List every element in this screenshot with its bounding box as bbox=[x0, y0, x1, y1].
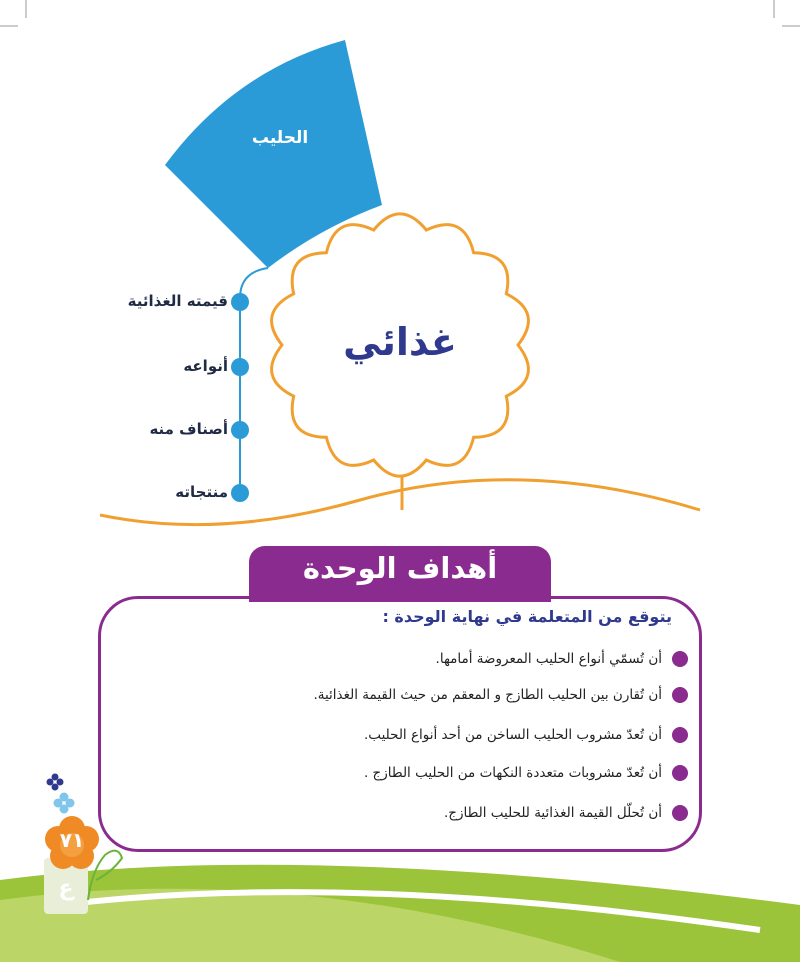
goal-text: أن تُقارن بين الحليب الطازج و المعقم من حيث القيمة الغذائية. bbox=[313, 687, 662, 703]
branch-label: أنواعه bbox=[183, 357, 228, 375]
page-number: ٧١ bbox=[59, 828, 85, 852]
branch-dot bbox=[231, 293, 249, 311]
goal-item bbox=[364, 727, 688, 743]
branch-dot bbox=[231, 358, 249, 376]
small-flower-icon bbox=[54, 793, 75, 814]
center-title: غذائي bbox=[343, 320, 457, 364]
small-flower-icon bbox=[47, 774, 64, 791]
branch-dot bbox=[231, 421, 249, 439]
goals-intro: يتوقع من المتعلمة في نهاية الوحدة : bbox=[382, 607, 672, 626]
goals-title: أهداف الوحدة bbox=[302, 551, 498, 585]
goal-text: أن تُسمّي أنواع الحليب المعروضة أمامها. bbox=[435, 651, 662, 667]
branch-label: أصناف منه bbox=[149, 420, 228, 438]
topic-label: الحليب bbox=[251, 128, 309, 148]
bullet-icon bbox=[672, 805, 688, 821]
branch-label: منتجاته bbox=[175, 483, 228, 501]
goal-item bbox=[444, 805, 688, 821]
branch-label: قيمته الغذائية bbox=[127, 292, 228, 310]
goal-item bbox=[364, 765, 688, 781]
goal-text: أن تُعدّ مشروب الحليب الساخن من أحد أنواع الحليب. bbox=[364, 727, 662, 743]
branch-dot bbox=[231, 484, 249, 502]
bullet-icon bbox=[672, 727, 688, 743]
emblem-mark: ع bbox=[58, 876, 74, 901]
bullet-icon bbox=[672, 687, 688, 703]
goal-item bbox=[313, 687, 688, 703]
goal-text: أن تُحلّل القيمة الغذائية للحليب الطازج. bbox=[443, 805, 662, 821]
bullet-icon bbox=[672, 651, 688, 667]
goal-item bbox=[436, 651, 688, 667]
bullet-icon bbox=[672, 765, 688, 781]
goal-text: أن تُعدّ مشروبات متعددة النكهات من الحليب الطازج . bbox=[363, 765, 662, 781]
